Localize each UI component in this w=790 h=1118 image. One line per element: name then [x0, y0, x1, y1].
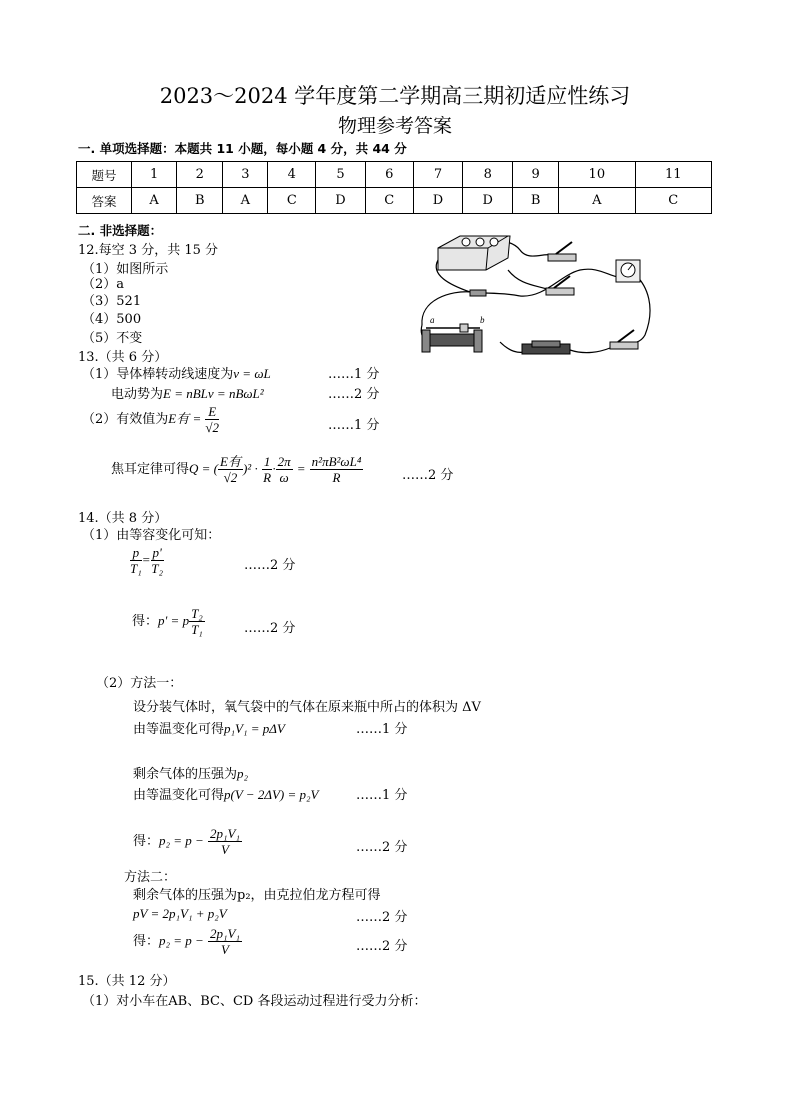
score: ……1 分	[356, 788, 408, 803]
q13-text: 焦耳定律可得	[111, 462, 190, 477]
score: ……2 分	[402, 468, 454, 483]
score: ……1 分	[328, 367, 380, 382]
q12-item: （5）不变	[82, 331, 143, 346]
score: ……1 分	[328, 418, 380, 433]
table-row-answers	[77, 188, 712, 214]
table-cell: 10	[559, 162, 635, 188]
answer-table	[76, 161, 712, 214]
q13-text: （1）导体棒转动线速度为	[82, 367, 234, 382]
q12-item: （2）a	[82, 277, 125, 292]
fraction: $\frac{2\pi}{\omega}$	[277, 454, 291, 485]
page-title: 2023～2024 学年度第二学期高三期初适应性练习	[159, 84, 631, 108]
table-cell: 11	[635, 162, 711, 188]
q13-title: 13.（共 6 分）	[78, 350, 168, 365]
q14-line: 剩余气体的压强为p₂	[133, 766, 249, 782]
q14-method2-heading: 方法二：	[124, 870, 177, 885]
formula: E = nBLv = nBωL²	[163, 386, 264, 401]
q14-line: 得：p₂ = p − $\frac{\text{2p₁V₁}}{V}$	[133, 926, 240, 957]
power-supply-icon	[438, 236, 510, 270]
q14-line: 剩余气体的压强为p₂，由克拉伯龙方程可得	[133, 888, 381, 903]
q13-line: 焦耳定律可得Q = ( $\frac{\text{E有}}{√2}$ )² · $\frac{1}{R}$ · $\frac{2\pi}{\omega}$ = $\frac{\text{n²πB²ωL⁴}}{R}$	[111, 454, 362, 485]
table-cell: D	[413, 188, 463, 214]
table-cell: C	[268, 188, 316, 214]
q14-method1-heading: （2）方法一：	[96, 676, 183, 691]
resistance-box-icon	[522, 341, 570, 354]
resistor-icon	[470, 290, 486, 296]
fraction: $\frac{\text{2p₁V₁}}{V}$	[209, 926, 240, 957]
circuit-label-b: b	[480, 315, 485, 325]
switch-icon	[548, 242, 576, 261]
fraction: $\frac{1}{R}$	[263, 454, 272, 485]
table-cell: 4	[268, 162, 316, 188]
table-cell: A	[223, 188, 268, 214]
fraction: $\frac{\text{E有}}{√2}$	[220, 454, 241, 485]
q13-line	[82, 404, 219, 435]
score: ……1 分	[356, 722, 408, 737]
table-cell: B	[177, 188, 223, 214]
formula: p₁V₁ = pΔV	[224, 721, 285, 736]
table-cell: B	[513, 188, 559, 214]
q12-item: （3）521	[82, 294, 142, 309]
table-cell: 1	[132, 162, 177, 188]
q13-line	[82, 363, 271, 382]
circuit-label-a: a	[430, 315, 435, 325]
q14-title: 14.（共 8 分）	[78, 511, 168, 526]
formula: p(V − 2ΔV) = p₂V	[224, 787, 319, 802]
q12-item: （4）500	[82, 312, 142, 327]
section2-heading: 二. 非选择题：	[78, 223, 163, 238]
meter-icon	[616, 260, 640, 282]
table-cell: A	[132, 188, 177, 214]
switch-icon	[546, 276, 574, 295]
formula: E有 =	[168, 411, 202, 426]
q14-line: 由等温变化可得p₁V₁ = pΔV	[133, 721, 285, 737]
table-cell: 7	[413, 162, 463, 188]
table-row-label: 题号	[77, 162, 132, 188]
q14-formula1: $\frac{p}{\text{T₁}}$ = $\frac{p'}{\text{T₂}}$	[130, 545, 164, 576]
score: ……2 分	[356, 840, 408, 855]
q14-formula2: 得：p' = p $\frac{\text{T₂}}{\text{T₁}}$	[132, 606, 203, 637]
score: ……2 分	[356, 939, 408, 954]
q14-line	[133, 906, 227, 922]
q12-item: （1）如图所示	[82, 262, 169, 277]
fraction: $\frac{p'}{\text{T₂}}$	[151, 545, 164, 576]
rheostat-icon	[422, 324, 482, 352]
fraction: $\frac{\text{2p₁V₁}}{V}$	[209, 826, 240, 857]
table-cell: C	[365, 188, 413, 214]
table-row-label: 答案	[77, 188, 132, 214]
page-subtitle: 物理参考答案	[337, 115, 452, 137]
table-cell: 5	[316, 162, 366, 188]
fraction: $\frac{E}{√2}$	[205, 404, 220, 435]
table-cell: D	[463, 188, 513, 214]
table-cell: D	[316, 188, 366, 214]
q14-line: 设分装气体时，氧气袋中的气体在原来瓶中所占的体积为 ΔV	[133, 700, 481, 715]
table-cell: 8	[463, 162, 513, 188]
q15-line: （1）对小车在AB、BC、CD 各段运动过程进行受力分析：	[82, 994, 427, 1009]
q15-title: 15.（共 12 分）	[78, 974, 176, 989]
circuit-diagram	[410, 230, 660, 365]
table-cell: 6	[365, 162, 413, 188]
score: ……2 分	[244, 558, 296, 573]
q14-line: 由等温变化可得p(V − 2ΔV) = p₂V	[133, 787, 319, 803]
table-cell: 2	[177, 162, 223, 188]
q12-title: 12.每空 3 分，共 15 分	[78, 243, 219, 258]
table-row-numbers	[77, 162, 712, 188]
fraction: $\frac{p}{\text{T₁}}$	[130, 545, 142, 576]
q13-line	[111, 383, 264, 402]
table-cell: A	[559, 188, 635, 214]
score: ……2 分	[328, 387, 380, 402]
formula: pV = 2p₁V₁ + p₂V	[133, 906, 227, 921]
q14-line: 得：p₂ = p − $\frac{\text{2p₁V₁}}{V}$	[133, 826, 240, 857]
formula: v = ωL	[233, 366, 271, 381]
table-cell: 3	[223, 162, 268, 188]
table-cell: C	[635, 188, 711, 214]
q14-line: （1）由等容变化可知：	[82, 528, 221, 543]
table-cell: 9	[513, 162, 559, 188]
score: ……2 分	[356, 910, 408, 925]
q13-text: （2）有效值为	[82, 412, 169, 427]
score: ……2 分	[244, 621, 296, 636]
q13-text: 电动势为	[111, 387, 164, 402]
section1-heading: 一. 单项选择题：本题共 11 小题，每小题 4 分，共 44 分	[78, 141, 407, 156]
switch-icon	[610, 330, 638, 349]
fraction: $\frac{\text{T₂}}{\text{T₁}}$	[191, 606, 203, 637]
fraction: $\frac{\text{n²πB²ωL⁴}}{R}$	[311, 454, 362, 485]
